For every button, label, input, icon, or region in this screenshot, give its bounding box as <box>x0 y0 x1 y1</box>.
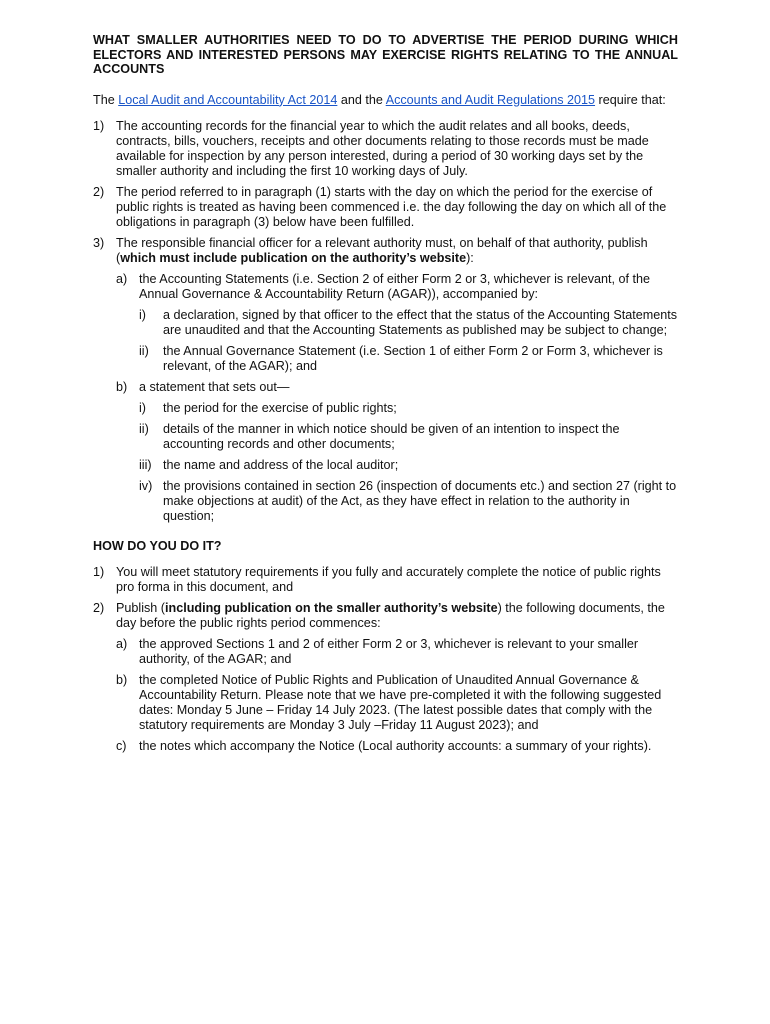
list-item-text: The period referred to in paragraph (1) starts with the day on which the period for the exercise of public rights is treated as having been commenced i.e. the day following the day on which all of the obligations in paragraph (3) below have been fulfilled. <box>116 184 667 229</box>
list-item-text: the notes which accompany the Notice (Local authority accounts: a summary of your rights). <box>139 738 652 753</box>
list-item <box>93 601 678 754</box>
list-marker: ii) <box>139 343 149 358</box>
requirements-list <box>93 119 678 524</box>
sublist-roman <box>139 401 678 524</box>
list-item-text <box>116 236 648 265</box>
list-item-text: the completed Notice of Public Rights and Publication of Unaudited Annual Governance & Accountability Return. Please note that we have pre-completed it with the following suggested dates: Monday 5 June – Friday 14 July 2023. (The latest possible dates that comply with the statutory requirements are Monday 3 July –Friday 11 August 2023); and <box>139 672 662 732</box>
intro-prefix: The <box>93 92 119 107</box>
list-item-text <box>116 601 665 630</box>
how-list <box>93 565 678 754</box>
list-item <box>139 479 678 524</box>
link-local-audit-act[interactable]: Local Audit and Accountability Act 2014 <box>118 92 338 107</box>
list-item <box>116 637 678 667</box>
bold-text: which must include publication on the authority’s website <box>120 250 467 265</box>
list-item-text: You will meet statutory requirements if you fully and accurately complete the notice of public rights pro forma in this document, and <box>116 564 661 594</box>
list-item <box>93 119 678 179</box>
list-marker: b) <box>116 379 128 394</box>
list-item-text: a statement that sets out— <box>139 379 290 394</box>
intro-middle: and the <box>337 92 386 107</box>
list-item <box>116 739 678 754</box>
intro-suffix: require that: <box>595 92 666 107</box>
text-segment: Publish ( <box>116 600 165 615</box>
sublist-alpha <box>116 272 678 524</box>
list-item-text: the period for the exercise of public rights; <box>163 400 397 415</box>
text-segment: ): <box>466 250 474 265</box>
list-item <box>139 458 678 473</box>
list-item-text: the Annual Governance Statement (i.e. Section 1 of either Form 2 or Form 3, whichever is relevant, of the AGAR); and <box>163 343 663 373</box>
text-segment: The responsible financial officer for a relevant authority must, on behalf of that authority, publish ( <box>116 235 648 265</box>
document-title: WHAT SMALLER AUTHORITIES NEED TO DO TO ADVERTISE THE PERIOD DURING WHICH ELECTORS AND INTERESTED PERSONS MAY EXERCISE RIGHTS RELATING TO THE ANNUAL ACCOUNTS <box>93 33 678 77</box>
list-marker: 1) <box>93 118 105 133</box>
list-item-text: the name and address of the local auditor; <box>163 457 399 472</box>
list-item-text: the Accounting Statements (i.e. Section 2 of either Form 2 or 3, whichever is relevant, of the Annual Governance & Accountability Return (AGAR)), accompanied by: <box>139 271 651 301</box>
bold-text: including publication on the smaller authority’s website <box>165 600 498 615</box>
list-marker: i) <box>139 307 146 322</box>
list-item <box>93 236 678 524</box>
list-item-text: The accounting records for the financial year to which the audit relates and all books, deeds, contracts, bills, vouchers, receipts and other documents relating to those records must be made available for inspection by any person interested, during a period of 30 working days set by the smaller authority and including the first 10 working days of July. <box>116 118 649 178</box>
list-marker: a) <box>116 636 128 651</box>
list-item <box>139 308 678 338</box>
sublist-roman <box>139 308 678 374</box>
list-marker: i) <box>139 400 146 415</box>
list-marker: 2) <box>93 600 105 615</box>
list-item <box>116 272 678 374</box>
list-marker: a) <box>116 271 128 286</box>
section-heading-how: HOW DO YOU DO IT? <box>93 538 222 553</box>
list-marker: iv) <box>139 478 153 493</box>
list-marker: b) <box>116 672 128 687</box>
list-item <box>116 380 678 524</box>
link-accounts-audit-regulations[interactable]: Accounts and Audit Regulations 2015 <box>385 92 596 107</box>
list-marker: iii) <box>139 457 152 472</box>
list-item-text: the approved Sections 1 and 2 of either Form 2 or 3, whichever is relevant to your smaller authority, of the AGAR; and <box>139 636 639 666</box>
list-marker: 1) <box>93 564 105 579</box>
sublist-alpha <box>116 637 678 754</box>
list-marker: c) <box>116 738 127 753</box>
list-marker: 3) <box>93 235 105 250</box>
list-item <box>93 185 678 230</box>
intro-paragraph <box>93 93 678 108</box>
list-marker: 2) <box>93 184 105 199</box>
list-marker: ii) <box>139 421 149 436</box>
list-item-text: a declaration, signed by that officer to the effect that the status of the Accounting Statements are unaudited and that the Accounting Statements as published may be subject to change; <box>163 307 678 337</box>
list-item <box>139 401 678 416</box>
list-item <box>139 344 678 374</box>
list-item <box>93 565 678 595</box>
list-item <box>139 422 678 452</box>
list-item <box>116 673 678 733</box>
list-item-text: the provisions contained in section 26 (inspection of documents etc.) and section 27 (right to make objections at audit) of the Act, as they have effect in relation to the authority in question; <box>163 478 677 523</box>
list-item-text: details of the manner in which notice should be given of an intention to inspect the accounting records and other documents; <box>163 421 620 451</box>
text-segment: ) the following documents, the day before the public rights period commences: <box>116 600 665 630</box>
